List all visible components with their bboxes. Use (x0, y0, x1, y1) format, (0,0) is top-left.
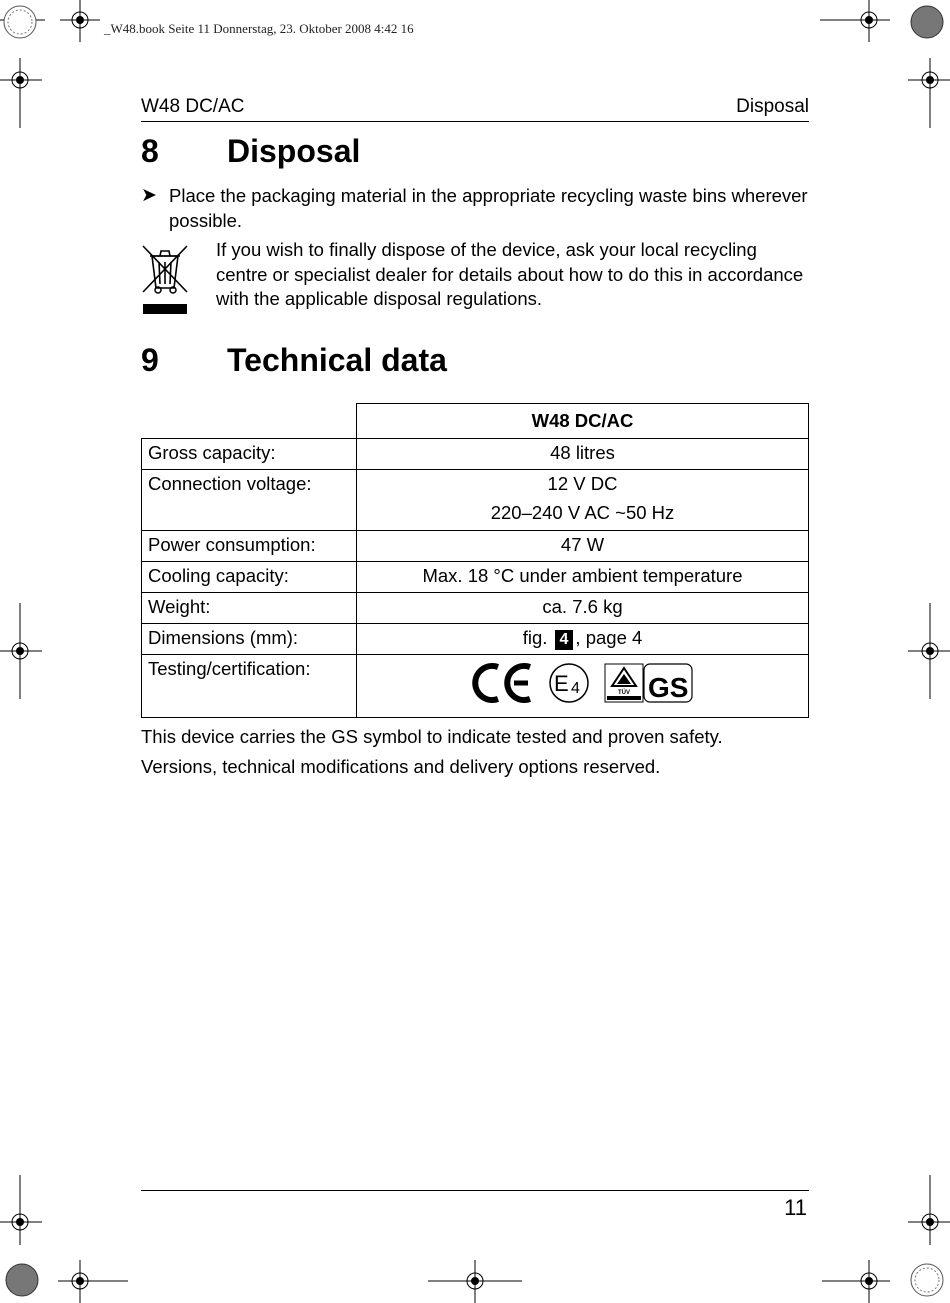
row-value: ca. 7.6 kg (357, 593, 809, 624)
row-label: Weight: (142, 593, 357, 624)
page-number: 11 (784, 1195, 807, 1220)
value-line-1: 12 V DC (547, 473, 618, 494)
ce-mark-icon (472, 662, 534, 704)
section-title: Disposal (227, 133, 361, 169)
certification-marks (472, 662, 694, 704)
row-value: Max. 18 °C under ambient temperature (357, 562, 809, 593)
row-label: Gross capacity: (142, 439, 357, 470)
arrow-right-icon: ➤ (141, 185, 157, 206)
crossed-out-bin-icon (140, 242, 190, 316)
gs-note: This device carries the GS symbol to indicate tested and proven safety. (141, 726, 723, 747)
reservation-note: Versions, technical modifications and delivery options reserved. (141, 756, 661, 777)
value-line-2: 220–240 V AC ~50 Hz (490, 502, 675, 523)
svg-text:E: E (553, 671, 569, 696)
fig-prefix: fig. (522, 627, 548, 648)
running-head-left: W48 DC/AC (141, 96, 245, 117)
section-number: 8 (141, 133, 159, 169)
footer-rule (141, 1190, 809, 1191)
row-value (357, 470, 809, 531)
e4-mark-icon (548, 662, 590, 704)
technical-data-table (141, 403, 809, 718)
row-value (357, 655, 809, 718)
table-row (142, 562, 809, 593)
bullet-text: Place the packaging material in the appropriate recycling waste bins wherever possible. (169, 185, 808, 231)
table-row (142, 470, 809, 531)
row-label: Power consumption: (142, 531, 357, 562)
row-value: 47 W (357, 531, 809, 562)
row-label: Dimensions (mm): (142, 624, 357, 655)
figure-number-badge: 4 (555, 630, 574, 650)
running-head-right: Disposal (736, 96, 809, 117)
svg-text:GS: GS (647, 672, 688, 703)
table-row (142, 439, 809, 470)
print-slug: _W48.book Seite 11 Donnerstag, 23. Oktober 2008 4:42 16 (104, 21, 414, 36)
disposal-text: If you wish to finally dispose of the device, ask your local recycling centre or specialist dealer for details about how to do this in accordance with the applicable disposal regulations. (216, 239, 804, 309)
table-corner-cell (142, 404, 357, 439)
column-header: W48 DC/AC (357, 404, 809, 439)
table-row (142, 624, 809, 655)
tuv-gs-mark-icon (604, 662, 694, 704)
row-label: Connection voltage: (142, 470, 357, 531)
svg-text:4: 4 (570, 680, 580, 697)
section-number: 9 (141, 342, 159, 378)
table-header-row (142, 404, 809, 439)
row-value (357, 624, 809, 655)
row-value: 48 litres (357, 439, 809, 470)
header-rule (141, 121, 809, 122)
table-row (142, 655, 809, 718)
row-label: Cooling capacity: (142, 562, 357, 593)
row-label: Testing/certification: (142, 655, 357, 718)
fig-suffix: , page 4 (575, 627, 643, 648)
table-row (142, 531, 809, 562)
svg-text:TÜV: TÜV (617, 690, 630, 696)
table-row (142, 593, 809, 624)
section-title: Technical data (227, 342, 447, 378)
